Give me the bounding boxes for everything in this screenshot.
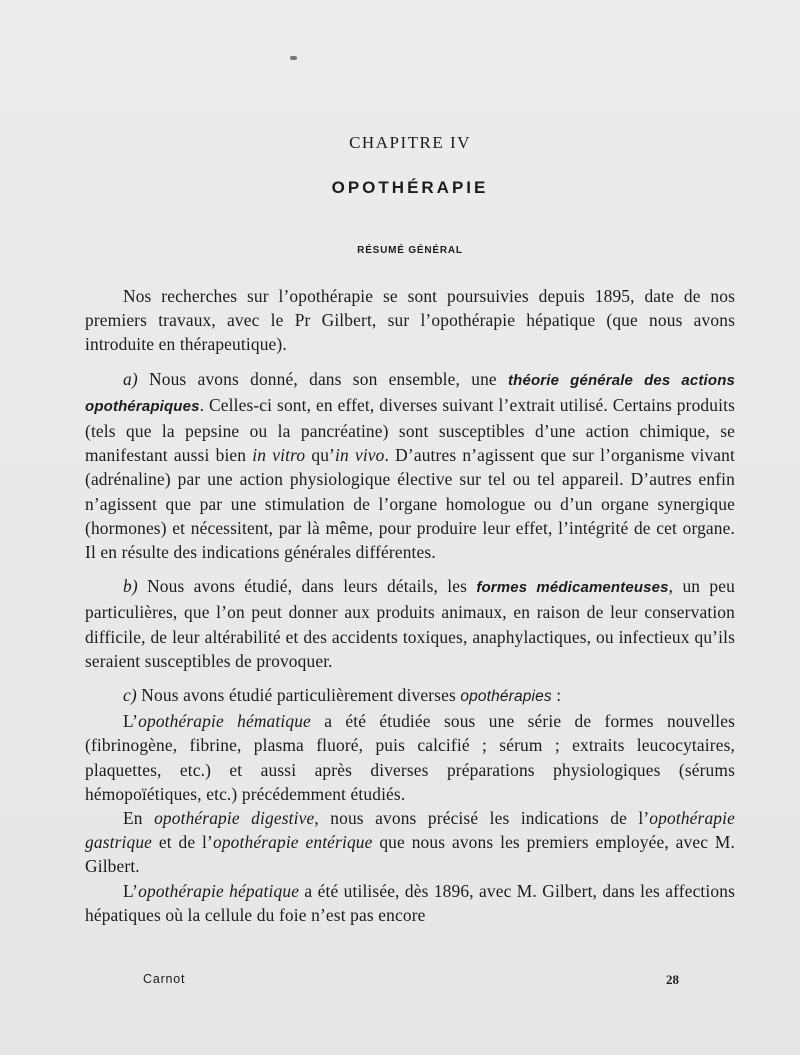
paragraph-hepatique: L’opothérapie hépatique a été utilisée, dès 1896, avec M. Gilbert, dans les affections hépatiques où la cellule du foie n’est pas encore	[85, 880, 736, 925]
item-label-b: b)	[123, 576, 138, 597]
chapter-heading: CHAPITRE IV	[349, 133, 471, 152]
page-number: 28	[666, 972, 679, 987]
footer-author: Carnot	[143, 972, 186, 986]
paragraph-hematique: L’opothérapie hématique a été étudiée sous une série de formes nouvelles (fibrinogène, fibrine, plasma fluoré, puis calcifié ; sérum ; extraits leucocytaires, plaquettes, etc.) et aussi après diverses préparations physiologiques (sérums hémopoïétiques, etc.) précédemment étudiés.	[85, 711, 735, 804]
paragraph-b: b) Nous avons étudié, dans leurs détails, les formes médicamenteuses, un peu particulières, que l’on peut donner aux produits animaux, en raison de leur conservation difficile, de leur altérabilité et des accidents toxiques, anaphylactiques, ou infectieux qu’ils seraient susceptibles de provoquer.	[85, 576, 735, 671]
paragraph-c: c) Nous avons étudié particulièrement diverses opothérapies :	[123, 685, 562, 706]
ink-speck	[290, 56, 297, 60]
emphasis-theorie: théorie générale des actions opothérapiques	[85, 371, 735, 415]
emphasis-opotherapies: opothérapies	[460, 688, 552, 706]
paragraph-a: a) Nous avons donné, dans son ensemble, une théorie générale des actions opothérapiques. Celles-ci sont, en effet, diverses suivant l’extrait utilisé. Certains produits (tels que la pepsine ou la pancréatine) sont susceptibles d’une action chimique, se manifestant aussi bien in vitro qu’in vivo. D’autres n’agissent que sur l’organisme vivant (adrénaline) par une action physiologique élective sur tel ou tel appareil. D’autres enfin n’agissent que par une stimulation de l’organe homologue ou d’un organe synergique (hormones) et nécessitent, par là même, pour produire leur effet, l’intégrité de cet organe. Il en résulte des indications générales différentes.	[85, 368, 736, 563]
item-label-a: a)	[123, 368, 138, 389]
emphasis-formes: formes médicamenteuses	[476, 579, 669, 597]
body-text	[85, 284, 735, 927]
chapter-title: OPOTHÉRAPIE	[331, 178, 489, 197]
paragraph-digestive: En opothérapie digestive, nous avons précisé les indications de l’opothérapie gastrique et de l’opothérapie entérique que nous avons les premiers employée, avec M. Gilbert.	[85, 808, 735, 877]
section-subtitle: RÉSUMÉ GÉNÉRAL	[357, 245, 463, 256]
item-label-c: c)	[123, 685, 137, 706]
paragraph-intro: Nos recherches sur l’opothérapie se sont poursuivies depuis 1895, date de nos premiers travaux, avec le Pr Gilbert, sur l’opothérapie hépatique (que nous avons introduite en thérapeutique).	[85, 286, 735, 355]
